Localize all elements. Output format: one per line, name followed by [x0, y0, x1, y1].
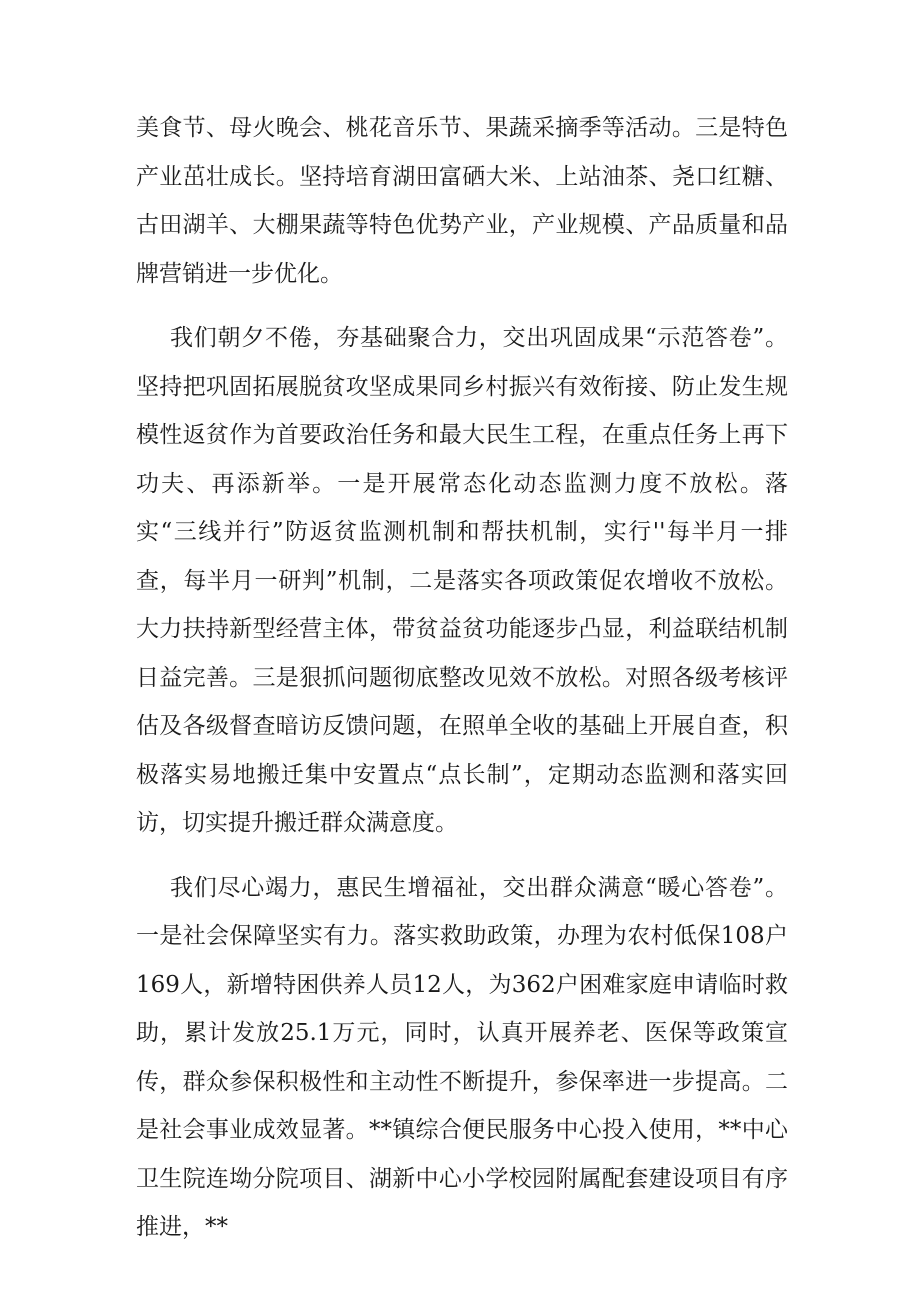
paragraph-continuation: 美食节、母火晚会、桃花音乐节、果蔬采摘季等活动。三是特色产业茁壮成长。坚持培育湖田富硒大米、上站油茶、尧口红糖、古田湖羊、大棚果蔬等特色优势产业，产业规模、产品质量和品牌营销进一步优化。 — [136, 115, 788, 287]
paragraph-consolidation-results: 我们朝夕不倦，夯基础聚合力，交出巩固成果“示范答卷”。坚持把巩固拓展脱贫攻坚成果同乡村振兴有效衔接、防止发生规模性返贫作为首要政治任务和最大民生工程，在重点任务上再下功夫、再添新举。一是开展常态化动态监测力度不放松。落实“三线并行”防返贫监测机制和帮扶机制，实行''每半月一排查，每半月一研判”机制，二是落实各项政策促农增收不放松。大力扶持新型经营主体，带贫益贫功能逐步凸显，利益联结机制日益完善。三是狠抓问题彻底整改见效不放松。对照各级考核评估及各级督查暗访反馈问题，在照单全收的基础上开展自查，积极落实易地搬迁集中安置点“点长制”，定期动态监测和落实回访，切实提升搬迁群众满意度。 — [136, 325, 788, 836]
document-body — [136, 104, 788, 1252]
paragraph-livelihood: 我们尽心竭力，惠民生增福祉，交出群众满意“暖心答卷”。一是社会保障坚实有力。落实救助政策，办理为农村低保108户169人，新增特困供养人员12人，为362户困难家庭申请临时救助，累计发放25.1万元，同时，认真开展养老、医保等政策宣传，群众参保积极性和主动性不断提升，参保率进一步提高。二是社会事业成效显著。**镇综合便民服务中心投入使用，**中心卫生院连坳分院项目、湖新中心小学校园附属配套建设项目有序推进，** — [136, 874, 788, 1240]
